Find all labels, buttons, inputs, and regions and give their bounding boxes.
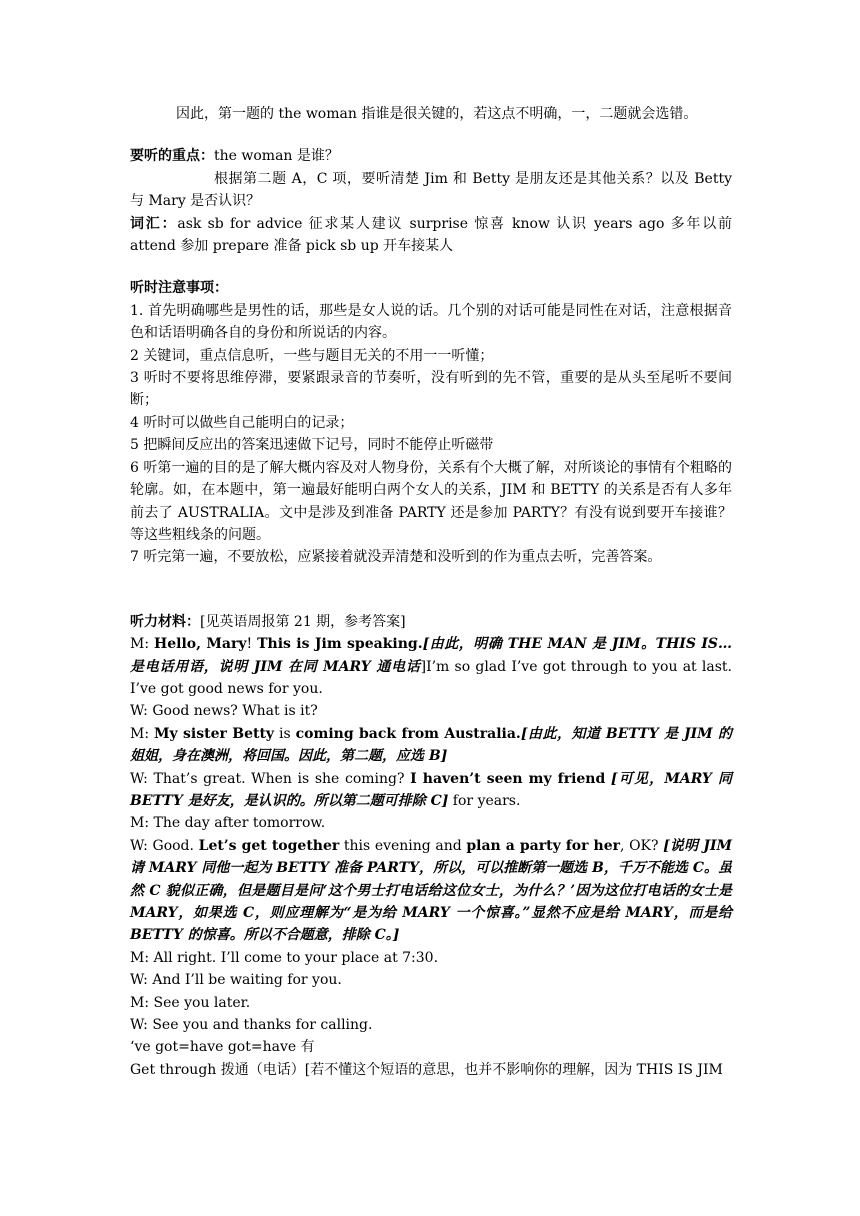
note-item-2: 2 关键词，重点信息听，一些与题目无关的不用一一听懂； bbox=[130, 347, 494, 364]
dialogue-line-4: W: That’s great. When is she coming? I haven’t seen my friend [可见，MARY 同 BETTY 是好友，是认识的。所以第二题可排除 C] for years. bbox=[130, 770, 732, 809]
dialogue-line-10: W: See you and thanks for calling. bbox=[130, 1017, 373, 1034]
material-heading bbox=[130, 611, 732, 633]
material-ref: [见英语周报第 21 期，参考答案] bbox=[200, 613, 406, 630]
focus-line-1: the woman 是谁？ bbox=[214, 148, 339, 165]
note-item-5: 5 把瞬间反应出的答案迅速做下记号，同时不能停止听磁带 bbox=[130, 437, 494, 454]
dialogue-line-9: M: See you later. bbox=[130, 994, 251, 1011]
note-item-7: 7 听完第一遍，不要放松，应紧接着就没弄清楚和没听到的作为重点去听，完善答案。 bbox=[130, 549, 662, 566]
vocab-text: ask sb for advice 征求某人建议 surprise 惊喜 know 认识 years ago 多年以前 attend 参加 prepare 准备 pick sb up 开车接某人 bbox=[130, 215, 732, 255]
notes-title: 听时注意事项： bbox=[130, 280, 228, 297]
note-item-1: 1. 首先明确哪些是男性的话，那些是女人说的话。几个别的对话可能是同性在对话，注意根据音色和话语明确各自的身份和所说话的内容。 bbox=[130, 302, 732, 342]
material-label: 听力材料： bbox=[130, 613, 200, 630]
dialogue-line-2: W: Good news? What is it? bbox=[130, 703, 318, 720]
document-page bbox=[130, 0, 732, 1081]
focus-label: 要听的重点： bbox=[130, 148, 214, 165]
note-item-4: 4 听时可以做些自己能明白的记录； bbox=[130, 414, 354, 431]
intro-paragraph: 因此，第一题的 the woman 指谁是很关键的，若这点不明确，一，二题就会选错。 bbox=[176, 106, 698, 122]
focus-paragraph bbox=[130, 145, 732, 167]
vocab-note-2: Get through 拨通（电话）[若不懂这个短语的意思，也并不影响你的理解，因为 THIS IS JIM bbox=[130, 1061, 723, 1078]
vocab-paragraph bbox=[130, 213, 732, 258]
dialogue-line-5: M: The day after tomorrow. bbox=[130, 815, 326, 832]
annotation: [由此，知道 BETTY 是 JIM 的姐姐，身在澳洲，将回国。因此，第二题，应选 B] bbox=[130, 725, 733, 765]
dialogue-line-6: W: Good. Let’s get together this evening and plan a party for her, OK? [说明 JIM 请 MARY 同他一起为 BETTY 准备 PARTY，所以，可以推断第一题选 B，千万不能选 C。虽然 C 貌似正确，但是题目是问‘这个男士打电话给这位女士，为什么？’因为这位打电话的女士是 MARY，如果选 C，则应理解为“是为给 MARY 一个惊喜。”显然不应是给 MARY，而是给 BETTY 的惊喜。所以不合题意，排除 C。] bbox=[130, 837, 732, 944]
annotation: [说明 JIM 请 MARY 同他一起为 BETTY 准备 PARTY，所以，可以推断第一题选 B，千万不能选 C。虽然 C 貌似正确，但是题目是问‘这个男士打电话给这位女士，为什么？’因为这位打电话的女士是 MARY，如果选 C，则应理解为“是为给 MARY 一个惊喜。”显然不应是给 MARY，而是给 BETTY 的惊喜。所以不合题意，排除 C。] bbox=[130, 837, 732, 944]
annotation: [由此，明确 THE MAN 是 JIM。THIS IS…是电话用语，说明 JIM 在同 MARY 通电话 bbox=[130, 636, 733, 675]
dialogue-line-7: M: All right. I’ll come to your place at 7:30. bbox=[130, 949, 439, 966]
dialogue-line-3: M: My sister Betty is coming back from Australia.[由此，知道 BETTY 是 JIM 的姐姐，身在澳洲，将回国。因此，第二题，应选 B] bbox=[130, 725, 733, 765]
dialogue-line-1: M: Hello, Mary! This is Jim speaking.[由此，明确 THE MAN 是 JIM。THIS IS…是电话用语，说明 JIM 在同 MARY 通电话]I’m so glad I’ve got through to you at last. I’ve got good news for you. bbox=[130, 636, 733, 697]
focus-line-2: 根据第二题 A，C 项，要听清楚 Jim 和 Betty 是朋友还是其他关系？以及 Betty 与 Mary 是否认识？ bbox=[130, 170, 732, 210]
annotation: [可见，MARY 同 BETTY 是好友，是认识的。所以第二题可排除 C] bbox=[130, 770, 732, 809]
note-item-3: 3 听时不要将思维停滞，要紧跟录音的节奏听，没有听到的先不管，重要的是从头至尾听不要间断； bbox=[130, 370, 732, 409]
vocab-note-1: ‘ve got=have got=have 有 bbox=[130, 1039, 315, 1056]
dialogue-line-8: W: And I’ll be waiting for you. bbox=[130, 972, 342, 989]
note-item-6: 6 听第一遍的目的是了解大概内容及对人物身份，关系有个大概了解，对所谈论的事情有个粗略的轮廓。如，在本题中，第一遍最好能明白两个女人的关系，JIM 和 BETTY 的关系是否有人多年前去了 AUSTRALIA。文中是涉及到准备 PARTY 还是参加 PARTY？有没有说到要开车接谁？等这些粗线条的问题。 bbox=[130, 459, 732, 543]
vocab-label: 词汇： bbox=[130, 215, 178, 232]
